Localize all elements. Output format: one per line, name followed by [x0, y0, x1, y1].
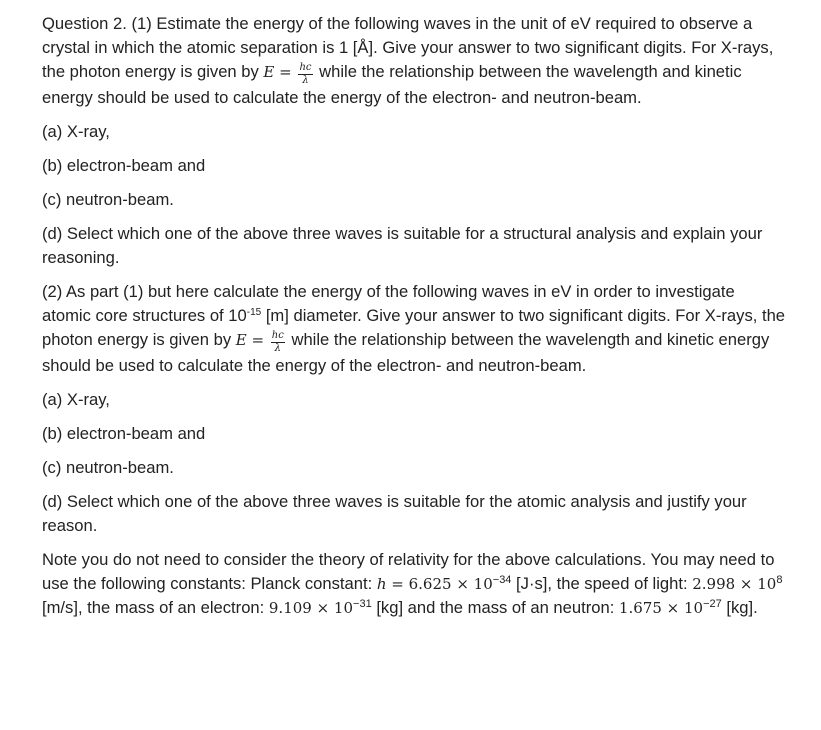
electron-mass-value: 9.109 × 10: [268, 599, 354, 617]
electron-mass-exponent: −31: [353, 598, 372, 610]
q2-exponent: -15: [246, 307, 262, 318]
constants-note: [42, 548, 787, 620]
q2-part-d: (d) Select which one of the above three waves is suitable for the atomic analysis and justify your reason.: [42, 492, 747, 535]
q2-intro-text-b: [m] diameter. Give your answer to two significant digits. For X-rays, the photon energy is given by: [42, 306, 786, 349]
q2-intro-text-c: while the relationship between the wavelength and kinetic energy should be used to calculate the energy of the electron- and neutron-beam.: [42, 330, 770, 375]
q1-intro-text-a: Question 2. (1) Estimate the energy of the following waves in the unit of eV required to observe a crystal in which the atomic separation is 1 [Å]. Give your answer to two significant digits. For X-rays, the photon energy is given by: [42, 14, 774, 81]
formula-numerator: hc: [299, 62, 312, 73]
q1-part-a: (a) X-ray,: [42, 122, 110, 141]
formula-denominator: λ: [302, 75, 309, 86]
planck-exponent: −34: [492, 574, 512, 586]
formula-lhs: E =: [263, 63, 297, 81]
formula-fraction: [298, 63, 312, 86]
note-text-2: [J·s], the speed of light:: [511, 574, 693, 593]
formula-fraction-2: [271, 331, 285, 354]
q1-part-c: (c) neutron-beam.: [42, 190, 174, 209]
q2-intro: [42, 280, 787, 378]
formula-numerator-2: hc: [271, 330, 284, 341]
neutron-mass-exponent: −27: [703, 598, 722, 610]
neutron-mass-value: 1.675 × 10: [618, 599, 704, 617]
q1-part-d: (d) Select which one of the above three waves is suitable for a structural analysis and explain your reasoning.: [42, 224, 763, 267]
light-speed-exponent: 8: [776, 574, 783, 586]
planck-symbol: h: [376, 575, 387, 593]
q2-part-a: (a) X-ray,: [42, 390, 110, 409]
planck-value: = 6.625 × 10: [386, 575, 493, 593]
q1-intro: [42, 12, 787, 110]
note-text-5: [kg].: [721, 598, 758, 617]
note-text-1: Note you do not need to consider the theory of relativity for the above calculations. You may need to use the following constants: Planck constant:: [42, 550, 775, 593]
q1-intro-text-b: while the relationship between the wavelength and kinetic energy should be used to calculate the energy of the electron- and neutron-beam.: [42, 62, 742, 107]
q2-part-b: (b) electron-beam and: [42, 424, 206, 443]
formula-lhs-2: E =: [235, 331, 269, 349]
q1-part-b: (b) electron-beam and: [42, 156, 206, 175]
q2-part-c: (c) neutron-beam.: [42, 458, 174, 477]
light-speed-value: 2.998 × 10: [692, 575, 777, 593]
question-document: [42, 12, 787, 630]
formula-denominator-2: λ: [274, 343, 281, 354]
note-text-4: [kg] and the mass of an neutron:: [371, 598, 619, 617]
q2-intro-text-a: (2) As part (1) but here calculate the energy of the following waves in eV in order to investigate atomic core structures of 10: [42, 282, 735, 325]
note-text-3: [m/s], the mass of an electron:: [42, 598, 269, 617]
